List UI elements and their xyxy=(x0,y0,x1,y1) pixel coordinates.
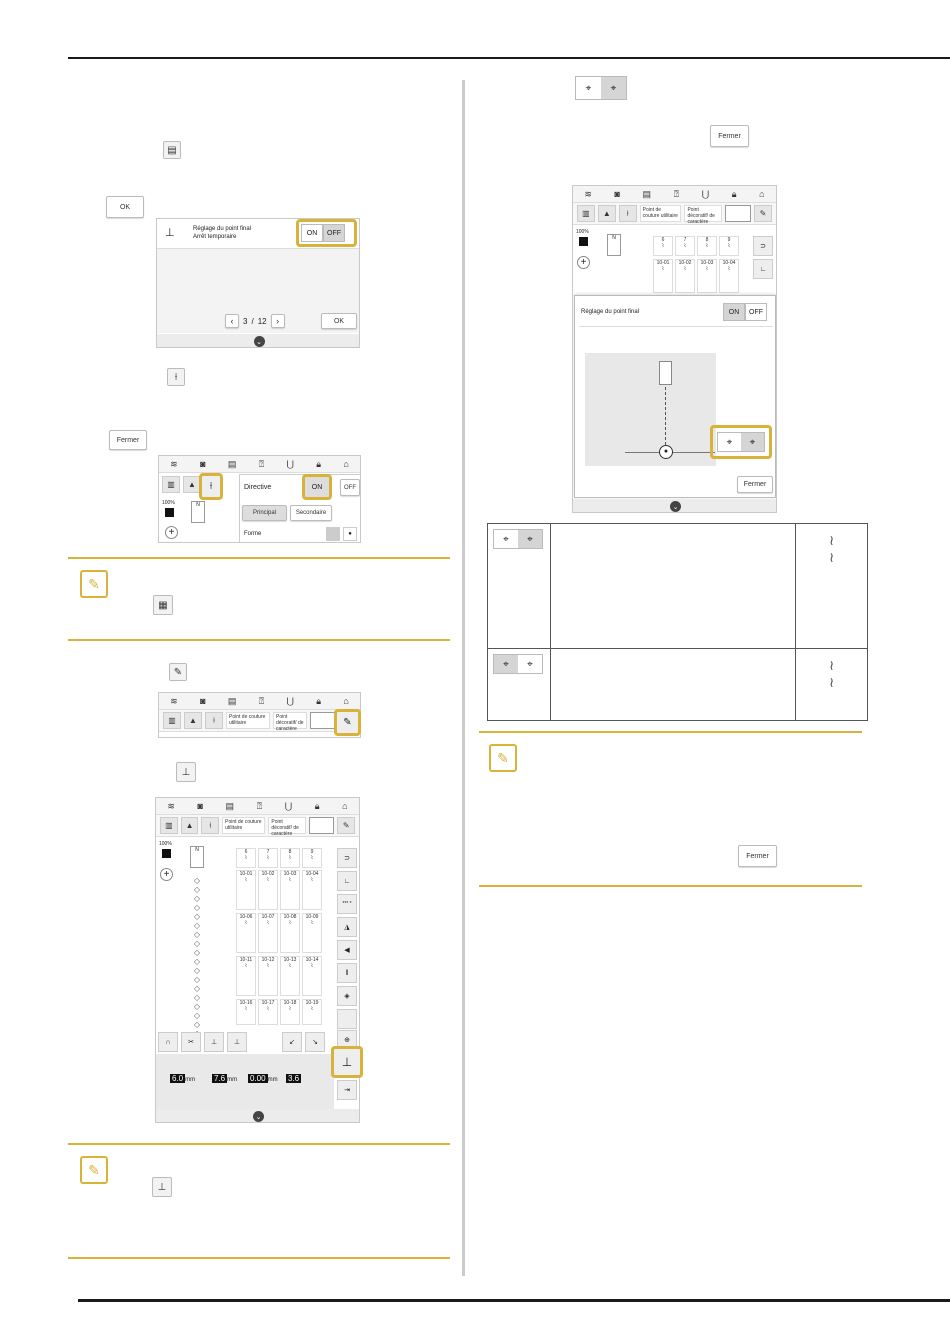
page-total: 12 xyxy=(257,316,267,326)
screen-footer xyxy=(573,499,777,513)
table-cell-description xyxy=(550,524,795,649)
forme-swatch-2[interactable]: ● xyxy=(343,527,357,541)
document-icon[interactable]: ▤ xyxy=(227,695,237,706)
memo-rule-top xyxy=(479,731,862,733)
color-swatch[interactable] xyxy=(162,849,171,858)
triangle-icon[interactable]: ▲ xyxy=(598,205,616,222)
stitch-cell[interactable]: 8 ⌇ xyxy=(697,236,717,256)
screen-footer xyxy=(157,334,360,348)
preview-box xyxy=(309,817,335,834)
pin-icon[interactable]: ⍿ xyxy=(619,205,637,222)
camera-icon[interactable]: ◙ xyxy=(200,459,206,469)
end-point-icon: ⊥ xyxy=(165,227,175,239)
end-point-button-highlight[interactable]: ⊥ xyxy=(331,1046,363,1078)
color-swatch[interactable] xyxy=(165,508,174,517)
directive-label: Directive xyxy=(244,484,272,491)
stitch-cell[interactable]: 10-16 ⌇ xyxy=(236,999,256,1025)
header-rule xyxy=(68,57,950,59)
home-icon[interactable]: ⌂ xyxy=(759,189,765,199)
pin-icon[interactable]: ⍿ xyxy=(201,817,219,834)
memo-pencil-icon: ✎ xyxy=(80,570,108,598)
twin-needle-icon[interactable]: ‖ xyxy=(337,963,357,983)
pin-icon: ⍿ xyxy=(167,368,185,386)
stitch-preview: ◇ ◇ ◇ ◇ ◇ ◇ ◇ ◇ ◇ ◇ ◇ ◇ ◇ ◇ ◇ ◇ ◇ xyxy=(193,876,201,1029)
end-type-toggle xyxy=(493,529,543,549)
toolbar-screen xyxy=(158,692,361,738)
stitch-cell[interactable]: 9 ⌇ xyxy=(719,236,739,256)
column-divider xyxy=(462,80,465,1276)
stitch-row-2 xyxy=(236,913,322,953)
stitch-row-3 xyxy=(236,956,322,996)
edit-icon[interactable]: ✎ xyxy=(337,817,355,834)
sewing-icon[interactable]: ⋃ xyxy=(701,188,710,199)
end-type-b-button[interactable]: ⌖ xyxy=(741,433,764,451)
wifi-icon[interactable]: ≋ xyxy=(170,458,178,469)
next-page-button[interactable]: › xyxy=(271,314,285,328)
reinforce-icon[interactable]: ⊥ xyxy=(227,1032,247,1052)
end-type-highlight xyxy=(710,425,772,459)
length-setting[interactable]: 7.6 mm xyxy=(214,1074,238,1083)
stitch-sample-icon: ≀ ≀ xyxy=(796,524,868,649)
utility-stitch-tab[interactable]: Point de couture utilitaire xyxy=(226,712,270,729)
end-type-a-icon: ⌖ xyxy=(494,655,518,673)
help-icon[interactable]: ⍰ xyxy=(258,695,265,706)
top-bar xyxy=(159,456,360,473)
stitch-row-1 xyxy=(236,870,322,910)
stitch-cell[interactable]: 10-01 ⌇ xyxy=(236,870,256,910)
eraser-icon[interactable]: ◈ xyxy=(337,986,357,1006)
presser-foot-icon: N xyxy=(191,501,205,523)
exit-icon[interactable]: ⇥ xyxy=(337,1080,357,1100)
end-type-toggle xyxy=(493,654,543,674)
end-type-a-icon: ⌖ xyxy=(503,533,509,545)
stitch-cell[interactable]: 10-01 ⌇ xyxy=(653,259,673,293)
table-row xyxy=(488,524,868,649)
color-swatch[interactable] xyxy=(579,237,588,246)
stitch-sample-icon: ≀ ≀ xyxy=(796,649,868,721)
settings-strip xyxy=(156,1054,334,1109)
stitch-row-1 xyxy=(653,259,739,293)
position-setting[interactable]: 0.00 mm xyxy=(250,1074,278,1083)
stitch-length-icon[interactable]: ∟ xyxy=(337,871,357,891)
forme-swatch-1[interactable] xyxy=(326,527,340,541)
stitch-cell[interactable]: 10-13 ⌇ xyxy=(280,956,300,996)
side-buttons xyxy=(753,236,773,279)
directive-panel xyxy=(239,474,361,543)
wifi-icon[interactable]: ≋ xyxy=(170,695,178,706)
top-bar xyxy=(159,693,360,710)
chevron-down-icon[interactable]: ⌄ xyxy=(254,336,265,347)
end-point-icon: ⊥ xyxy=(152,1177,172,1197)
zoom-label: 100% xyxy=(162,500,175,506)
help-icon[interactable]: ⍰ xyxy=(256,800,263,811)
stitch-cell[interactable]: 7 ⌇ xyxy=(675,236,695,256)
stitch-cell[interactable]: 10-11 ⌇ xyxy=(236,956,256,996)
memo-rule-top xyxy=(68,1143,450,1145)
directive-on-button[interactable]: ON xyxy=(302,474,332,500)
side-label[interactable]: *** * xyxy=(337,894,357,914)
edit-icon: ✎ xyxy=(169,663,187,681)
stitch-preview-area xyxy=(585,353,716,466)
decorative-stitch-tab[interactable]: Point décoratif/ de caractère xyxy=(268,817,305,834)
prev-page-button[interactable]: ‹ xyxy=(225,314,239,328)
directive-off-button[interactable]: OFF xyxy=(340,479,360,496)
width-setting[interactable]: 6.0 mm xyxy=(172,1074,196,1083)
fermer-button[interactable]: Fermer xyxy=(109,430,147,450)
settings-icon: ▤ xyxy=(163,141,181,159)
camera-icon[interactable]: ◙ xyxy=(197,801,203,811)
dialog-title: Réglage du point final xyxy=(581,309,640,315)
memo-rule-top xyxy=(68,557,450,559)
stitch-cell[interactable]: 10-02 ⌇ xyxy=(675,259,695,293)
end-type-b-icon: ⌖ xyxy=(518,530,542,548)
memo-rule-bottom xyxy=(479,885,862,887)
arrow-downright-icon[interactable]: ↘ xyxy=(305,1032,325,1052)
top-bar xyxy=(156,798,359,815)
home-icon[interactable]: ⌂ xyxy=(343,696,349,706)
stitch-cell[interactable]: 10-06 ⌇ xyxy=(236,913,256,953)
presser-foot-icon: N xyxy=(190,846,204,868)
table-cell-option xyxy=(488,649,551,721)
tab-principal[interactable]: Principal xyxy=(242,505,287,521)
sewing-icon[interactable]: ⋃ xyxy=(286,458,294,469)
mode-toolbar xyxy=(156,815,359,837)
wifi-icon[interactable]: ≋ xyxy=(167,800,175,811)
lock-icon[interactable]: 🔒︎ xyxy=(316,695,321,706)
mode-toolbar xyxy=(573,203,776,225)
triangle-icon[interactable]: ▲ xyxy=(183,476,201,493)
dialog-off-button[interactable]: OFF xyxy=(745,303,767,321)
end-type-b-icon: ⌖ xyxy=(527,658,533,670)
sewing-icon[interactable]: ⋃ xyxy=(286,695,294,706)
scissors-icon[interactable]: ✂ xyxy=(181,1032,201,1052)
fermer-button[interactable]: Fermer xyxy=(710,125,749,147)
triangle-icon[interactable]: ▲ xyxy=(181,817,199,834)
mirror-vertical-icon[interactable]: ◮ xyxy=(337,917,357,937)
edit-button-highlight[interactable]: ✎ xyxy=(334,709,361,736)
end-point-marker: ● xyxy=(659,445,673,459)
stitch-cell[interactable]: 10-19 ⌇ xyxy=(302,999,322,1025)
stitch-length-icon[interactable]: ∟ xyxy=(753,259,773,279)
stitch-cell[interactable]: 10-09 ⌇ xyxy=(302,913,322,953)
help-icon[interactable]: ⍰ xyxy=(673,188,680,199)
add-icon[interactable]: + xyxy=(165,526,178,539)
pin-icon[interactable]: ⍿ xyxy=(205,712,223,729)
document-icon[interactable]: ▤ xyxy=(225,800,235,811)
end-type-table xyxy=(487,523,868,721)
dialog-on-button[interactable]: ON xyxy=(723,303,745,321)
thread-icon[interactable]: ⊃ xyxy=(753,236,773,256)
stitch-cell[interactable]: 9 ⌇ xyxy=(302,848,322,868)
stitch-row-0 xyxy=(236,848,322,868)
stitch-row-0 xyxy=(653,236,739,256)
chevron-down-icon[interactable]: ⌄ xyxy=(253,1111,264,1122)
wifi-icon[interactable]: ≋ xyxy=(584,188,592,199)
pagination xyxy=(225,314,285,328)
camera-icon[interactable]: ◙ xyxy=(614,189,620,199)
stitch-cell[interactable]: 6 ⌇ xyxy=(236,848,256,868)
decorative-stitch-tab[interactable]: Point décoratif/ de caractère xyxy=(684,205,722,222)
onoff-highlight xyxy=(296,219,357,247)
screen-ok-button[interactable]: OK xyxy=(321,313,357,329)
stitch-cell[interactable]: 10-18 ⌇ xyxy=(280,999,300,1025)
stitch-cell[interactable]: 10-02 ⌇ xyxy=(258,870,278,910)
stitch-line xyxy=(665,387,666,445)
zoom-label: 100% xyxy=(576,229,589,235)
stitch-cell[interactable]: 8 ⌇ xyxy=(280,848,300,868)
sewing-icon[interactable]: ⋃ xyxy=(284,800,293,811)
table-cell-option xyxy=(488,524,551,649)
pattern-icon[interactable]: ▥ xyxy=(163,712,181,729)
directive-pin-highlight[interactable]: ⍿ xyxy=(199,473,223,500)
decorative-stitch-tab[interactable]: Point décoratif/ de caractère xyxy=(273,712,307,729)
stitch-cell[interactable]: 10-04 ⌇ xyxy=(719,259,739,293)
end-point-screen xyxy=(572,185,777,513)
presser-foot-icon xyxy=(659,361,672,385)
end-type-toggle xyxy=(575,76,627,100)
table-cell-description xyxy=(550,649,795,721)
memo-pencil-icon: ✎ xyxy=(489,744,517,772)
stitch-cell[interactable]: 10-03 ⌇ xyxy=(280,870,300,910)
add-icon[interactable]: + xyxy=(577,256,590,269)
end-type-a-button[interactable]: ⌖ xyxy=(726,436,733,448)
top-bar xyxy=(573,186,776,203)
edit-icon[interactable]: ✎ xyxy=(754,205,772,222)
pattern-icon[interactable]: ▥ xyxy=(162,476,180,493)
stitch-cell[interactable]: 10-17 ⌇ xyxy=(258,999,278,1025)
stitch-cell[interactable]: 10-14 ⌇ xyxy=(302,956,322,996)
stitch-cell[interactable]: 10-07 ⌇ xyxy=(258,913,278,953)
preview-box xyxy=(310,712,336,729)
dialog-onoff xyxy=(723,303,767,321)
link-icon[interactable]: ⊕ xyxy=(337,1030,357,1050)
page-current: 3 xyxy=(243,316,248,326)
mirror-horizontal-icon[interactable]: ◀ xyxy=(337,940,357,960)
table-row xyxy=(488,649,868,721)
pattern-icon[interactable]: ▥ xyxy=(577,205,595,222)
preview-box xyxy=(725,205,751,222)
forme-label: Forme xyxy=(244,531,262,537)
grid-icon: ▦ xyxy=(153,595,173,615)
memo-rule-bottom xyxy=(68,1257,450,1259)
lock-icon[interactable]: 🔒︎ xyxy=(316,458,321,469)
home-icon[interactable]: ⌂ xyxy=(342,801,348,811)
end-point-dialog xyxy=(574,295,776,498)
setting-title: Réglage du point final xyxy=(193,226,252,232)
arrow-upleft-icon[interactable]: ↙ xyxy=(282,1032,302,1052)
chevron-down-icon[interactable]: ⌄ xyxy=(670,501,681,512)
memo-rule-bottom xyxy=(68,639,450,641)
home-icon[interactable]: ⌂ xyxy=(343,459,349,469)
triangle-icon[interactable]: ▲ xyxy=(184,712,202,729)
presser-foot-lift-icon[interactable]: ∩ xyxy=(158,1032,178,1052)
tab-secondaire[interactable]: Secondaire xyxy=(290,505,332,521)
zoom-label: 100% xyxy=(159,841,172,847)
screen-footer xyxy=(156,1109,360,1123)
stitch-cell[interactable]: 10-12 ⌇ xyxy=(258,956,278,996)
camera-icon[interactable]: ◙ xyxy=(200,696,206,706)
mode-toolbar xyxy=(159,710,360,732)
pattern-icon[interactable]: ▥ xyxy=(160,817,178,834)
add-icon[interactable]: + xyxy=(160,868,173,881)
end-type-a-icon: ⌖ xyxy=(585,82,592,94)
end-type-b-icon: ⌖ xyxy=(601,77,626,99)
thread-icon[interactable]: ⊃ xyxy=(337,848,357,868)
stitch-cell[interactable]: 10-04 ⌇ xyxy=(302,870,322,910)
end-point-icon: ⊥ xyxy=(176,762,196,782)
needle-stop-icon[interactable]: ⊥ xyxy=(204,1032,224,1052)
stitch-cell[interactable]: 10-08 ⌇ xyxy=(280,913,300,953)
ok-button[interactable]: OK xyxy=(106,196,144,218)
stitch-row-4 xyxy=(236,999,322,1025)
move-buttons xyxy=(282,1032,325,1052)
help-icon[interactable]: ⍰ xyxy=(258,458,265,469)
lock-icon[interactable]: 🔒︎ xyxy=(731,188,737,199)
tension-setting[interactable]: 3.6 xyxy=(288,1074,300,1083)
stitch-cell[interactable]: 6 ⌇ xyxy=(653,236,673,256)
memo-pencil-icon: ✎ xyxy=(80,1156,108,1184)
memo-fermer-button[interactable]: Fermer xyxy=(738,845,777,867)
blank-button[interactable] xyxy=(337,1009,357,1029)
stitch-cell[interactable]: 10-03 ⌇ xyxy=(697,259,717,293)
document-icon[interactable]: ▤ xyxy=(227,458,237,469)
side-buttons xyxy=(337,848,357,1029)
stitch-screen xyxy=(155,797,360,1123)
dialog-fermer-button[interactable]: Fermer xyxy=(737,476,773,493)
lock-icon[interactable]: 🔒︎ xyxy=(314,800,320,811)
bottom-tools xyxy=(158,1032,247,1052)
presser-foot-icon: N xyxy=(607,234,621,256)
off-button[interactable]: OFF xyxy=(323,224,345,242)
utility-stitch-tab[interactable]: Point de couture utilitaire xyxy=(640,205,682,222)
document-icon[interactable]: ▤ xyxy=(642,188,652,199)
setting-subtitle: Arrêt temporaire xyxy=(193,234,237,240)
stitch-cell[interactable]: 7 ⌇ xyxy=(258,848,278,868)
page-sep: / xyxy=(251,316,254,326)
on-button[interactable]: ON xyxy=(301,224,323,242)
footer-rule xyxy=(78,1299,950,1302)
utility-stitch-tab[interactable]: Point de couture utilitaire xyxy=(222,817,265,834)
